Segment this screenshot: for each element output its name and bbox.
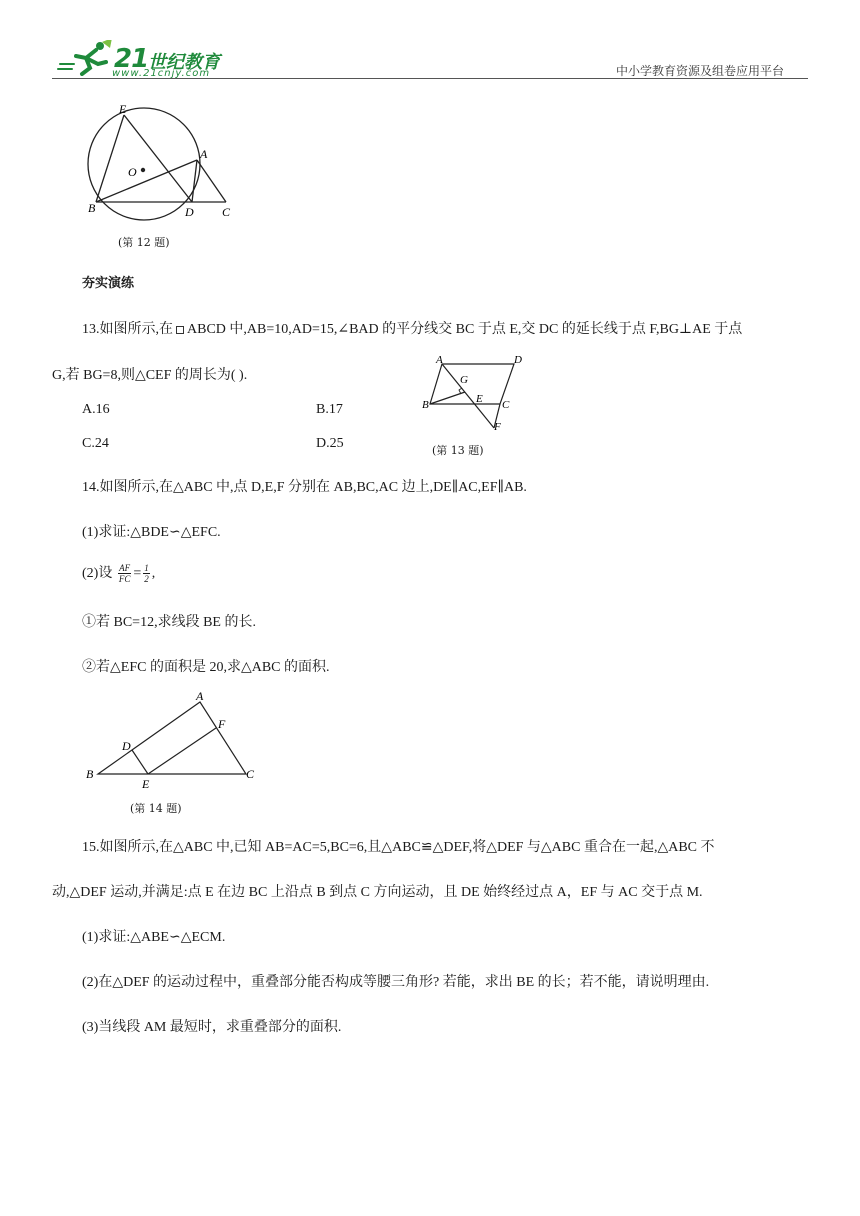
logo-url: www.21cnjy.com [112, 68, 211, 79]
logo-text: 世纪教育 [148, 52, 220, 73]
fig12-label-a: A [200, 147, 208, 161]
fraction-half: $\frac{1}{2}$ [144, 563, 149, 585]
q13-option-c: C.24 [82, 436, 109, 451]
fig13-label-f: F [494, 421, 501, 433]
q14-stem: 14.如图所示,在△ABC 中,点 D,E,F 分别在 AB,BC,AC 边上,DE∥AC,EF∥AB. [82, 480, 527, 495]
fig12-label-e: E [119, 102, 127, 116]
q13-line1: 13.如图所示,在 ABCD 中,AB=10,AD=15,∠BAD 的平分线交 BC 于点 E,交 DC 的延长线于点 F,BG⊥AE 于点 [82, 322, 743, 337]
q13-option-d: D.25 [316, 436, 344, 451]
fig13-label-b: B [422, 399, 429, 411]
q15-line1: 15.如图所示,在△ABC 中,已知 AB=AC=5,BC=6,且△ABC≌△DEF,将△DEF 与△ABC 重合在一起,△ABC 不 [82, 840, 715, 855]
q15-part2: (2)在△DEF 的运动过程中，重叠部分能否构成等腰三角形? 若能，求出 BE 的长；若不能，请说明理由. [82, 975, 710, 990]
figure-14 [84, 688, 264, 788]
header-platform-text: 中小学教育资源及组卷应用平台 [616, 64, 785, 78]
q15-line2: 动,△DEF 运动,并满足:点 E 在边 BC 上沿点 B 到点 C 方向运动，且 DE 始终经过点 A，EF 与 AC 交于点 M. [52, 885, 703, 900]
fig12-label-c: C [222, 205, 231, 219]
fig14-label-b: B [86, 767, 94, 781]
header-divider [52, 78, 808, 79]
q15-part3: (3)当线段 AM 最短时，求重叠部分的面积. [82, 1020, 342, 1035]
q14-sub2: ②若△EFC 的面积是 20,求△ABC 的面积. [82, 660, 330, 675]
figure-12 [80, 100, 250, 230]
q14-part2: (2)设 $\frac{AF}{FC}$ = $\frac{1}{2}$ , [82, 563, 156, 585]
runner-logo-icon [56, 40, 116, 76]
fig14-caption: (第 14 题) [130, 802, 182, 815]
fig12-label-b: B [88, 201, 96, 215]
fig14-label-c: C [246, 767, 255, 781]
q13-option-b: B.17 [316, 402, 343, 417]
fig14-label-d: D [122, 739, 131, 753]
logo-21: 21 [114, 44, 149, 74]
fig13-caption: (第 13 题) [432, 444, 484, 457]
q13-line2: G,若 BG=8,则△CEF 的周长为( ). [52, 368, 248, 383]
fig12-caption: (第 12 题) [118, 236, 170, 249]
fig13-label-a: A [436, 354, 443, 366]
fraction-af-fc: $\frac{AF}{FC}$ [118, 563, 131, 585]
q13-option-a: A.16 [82, 402, 110, 417]
parallelogram-icon [176, 326, 184, 334]
q14-sub1: ①若 BC=12,求线段 BE 的长. [82, 615, 256, 630]
fig13-label-e: E [476, 393, 483, 405]
fig12-label-o: O [128, 165, 137, 179]
fig14-label-f: F [218, 717, 226, 731]
fig14-label-a: A [196, 689, 204, 703]
section-title: 夯实演练 [82, 276, 135, 291]
fig12-label-d: D [185, 205, 194, 219]
q14-part1: (1)求证:△BDE∽△EFC. [82, 525, 221, 540]
fig13-label-d: D [514, 354, 522, 366]
figure-13 [420, 352, 530, 434]
fig13-label-g: G [460, 374, 468, 386]
q15-part1: (1)求证:△ABE∽△ECM. [82, 930, 226, 945]
fig14-label-e: E [142, 777, 150, 788]
fig13-label-c: C [502, 399, 510, 411]
